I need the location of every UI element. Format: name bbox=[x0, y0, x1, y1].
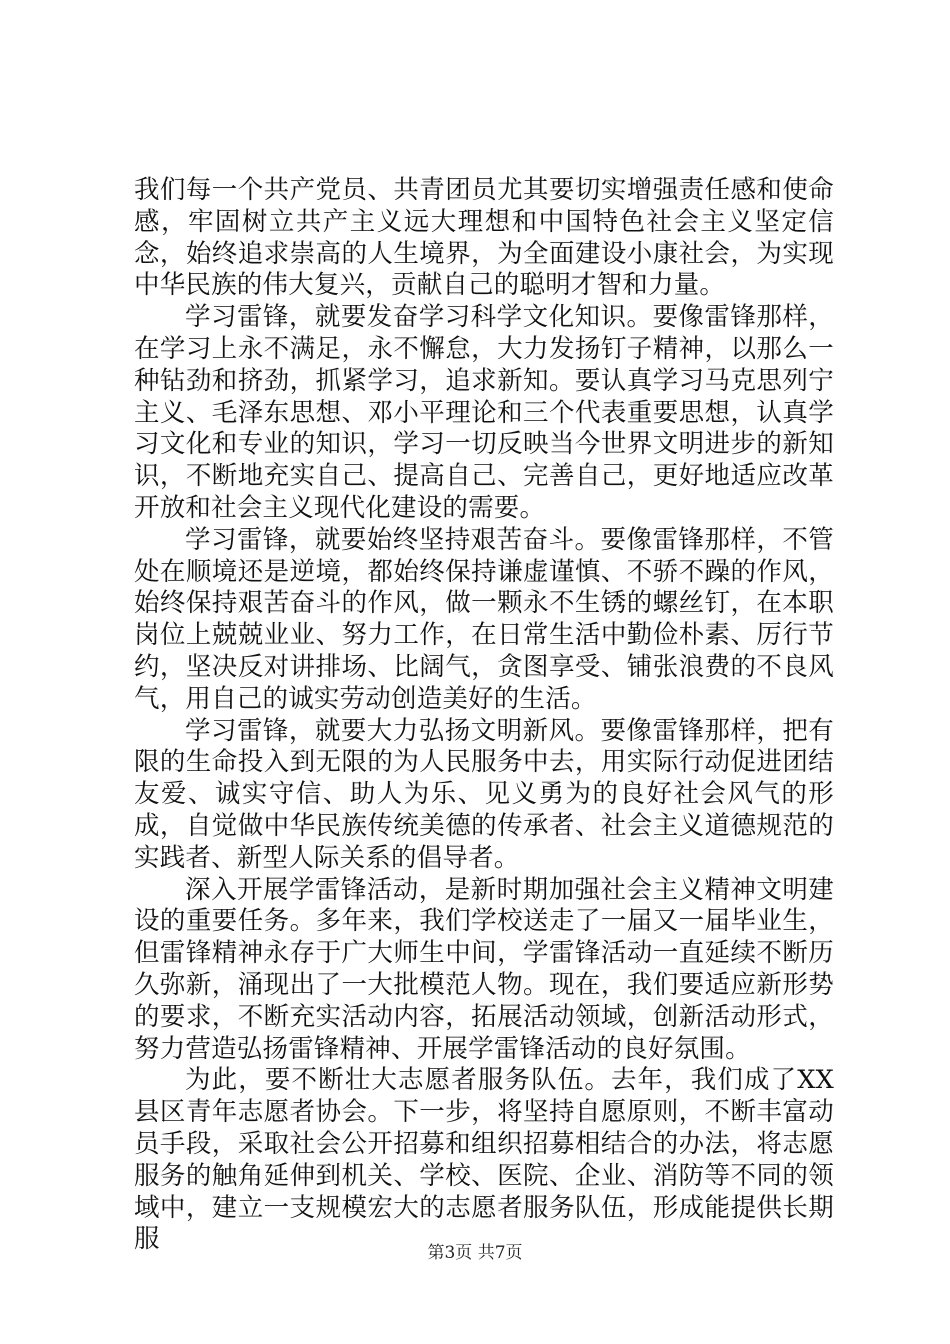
page-number-footer: 第3页 共7页 bbox=[427, 1243, 523, 1263]
paragraph-civility: 学习雷锋，就要大力弘扬文明新风。要像雷锋那样，把有限的生命投入到无限的为人民服务中去，用实际行动促进团结友爱、诚实守信、助人为乐、见义勇为的良好社会风气的形成，自觉做中华民族传统美德的传承者、社会主义道德规范的实践者、新型人际关系的倡导者。 bbox=[134, 715, 834, 873]
document-body bbox=[134, 175, 834, 1256]
paragraph-activities: 深入开展学雷锋活动，是新时期加强社会主义精神文明建设的重要任务。多年来，我们学校送走了一届又一届毕业生，但雷锋精神永存于广大师生中间，学雷锋活动一直延续不断历久弥新，涌现出了一大批模范人物。现在，我们要适应新形势的要求，不断充实活动内容，拓展活动领域，创新活动形式，努力营造弘扬雷锋精神、开展学雷锋活动的良好氛围。 bbox=[134, 874, 834, 1064]
paragraph-volunteers: 为此，要不断壮大志愿者服务队伍。去年，我们成了XX县区青年志愿者协会。下一步，将坚持自愿原则，不断丰富动员手段，采取社会公开招募和组织招募相结合的办法，将志愿服务的触角延伸到机关、学校、医院、企业、消防等不同的领域中，建立一支规模宏大的志愿者服务队伍，形成能提供长期服 bbox=[134, 1065, 834, 1255]
paragraph-study-science: 学习雷锋，就要发奋学习科学文化知识。要像雷锋那样，在学习上永不满足，永不懈怠，大力发扬钉子精神，以那么一种钻劲和挤劲，抓紧学习，追求新知。要认真学习马克思列宁主义、毛泽东思想、邓小平理论和三个代表重要思想，认真学习文化和专业的知识，学习一切反映当今世界文明进步的新知识，不断地充实自己、提高自己、完善自己，更好地适应改革开放和社会主义现代化建设的需要。 bbox=[134, 302, 834, 523]
paragraph-hard-work: 学习雷锋，就要始终坚持艰苦奋斗。要像雷锋那样，不管处在顺境还是逆境，都始终保持谦虚谨慎、不骄不躁的作风，始终保持艰苦奋斗的作风，做一颗永不生锈的螺丝钉，在本职岗位上兢兢业业、努力工作，在日常生活中勤俭朴素、厉行节约，坚决反对讲排场、比阔气，贪图享受、铺张浪费的不良风气，用自己的诚实劳动创造美好的生活。 bbox=[134, 524, 834, 714]
paragraph-continuation: 我们每一个共产党员、共青团员尤其要切实增强责任感和使命感，牢固树立共产主义远大理想和中国特色社会主义坚定信念，始终追求崇高的人生境界，为全面建设小康社会，为实现中华民族的伟大复兴，贡献自己的聪明才智和力量。 bbox=[134, 175, 834, 301]
